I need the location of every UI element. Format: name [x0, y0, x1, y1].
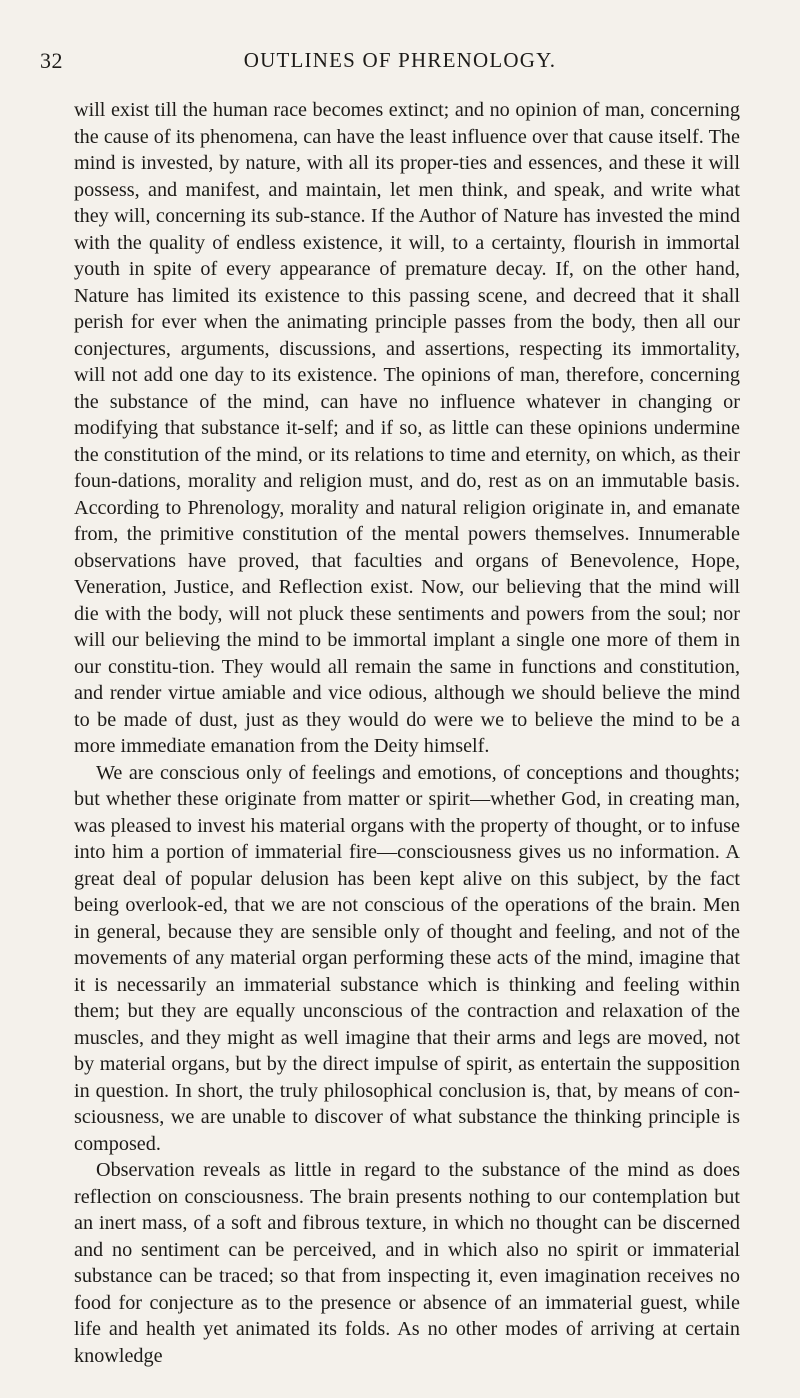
paragraph-2: We are conscious only of feelings and emotions, of conceptions and thoughts; but whether these originate from matter or spirit—whether God, in creating man, was pleased to invest his material organs with the property of thought, or to infuse into him a portion of immaterial fire—consciousness gives us no information. A great deal of popular delusion has been kept alive on this subject, by the fact being overlook-ed, that we are not conscious of the operations of the brain. Men in general, because they are sensible only of thought and feeling, and not of the movements of any material organ performing these acts of the mind, imagine that it is necessarily an immaterial substance which is thinking and feeling within them; but they are equally unconscious of the contraction and relaxation of the muscles, and they might as well imagine that their arms and legs are moved, not by material organs, but by the direct impulse of spirit, as entertain the supposition in question. In short, the truly philosophical conclusion is, that, by means of con-sciousness, we are unable to discover of what substance the thinking principle is composed.	[74, 761, 740, 1155]
body-text	[74, 97, 740, 1369]
page-number: 32	[40, 48, 63, 73]
page-header	[40, 48, 760, 80]
paragraph-3: Observation reveals as little in regard to the substance of the mind as does reflection on consciousness. The brain presents nothing to our contemplation but an inert mass, of a soft and fibrous texture, in which no thought can be discerned and no sentiment can be perceived, and in which also no spirit or immaterial substance can be traced; so that from inspecting it, even imagination receives no food for conjecture as to the presence or absence of an immaterial guest, while life and health yet animated its folds. As no other modes of arriving at certain knowledge	[74, 1159, 740, 1367]
running-title: OUTLINES OF PHRENOLOGY.	[243, 48, 557, 72]
paragraph-1: will exist till the human race becomes extinct; and no opinion of man, concerning the cause of its phenomena, can have the least influence over that cause itself. The mind is invested, by nature, with all its proper-ties and essences, and these it will possess, and manifest, and maintain, let men think, and speak, and write what they will, concerning its sub-stance. If the Author of Nature has invested the mind with the quality of endless existence, it will, to a certainty, flourish in immortal youth in spite of every appearance of premature decay. If, on the other hand, Nature has limited its existence to this passing scene, and decreed that it shall perish for ever when the animating principle passes from the body, then all our conjectures, arguments, discussions, and assertions, respecting its immortality, will not add one day to its existence. The opinions of man, therefore, concerning the substance of the mind, can have no influence whatever in changing or modifying that substance it-self; and if so, as little can these opinions undermine the constitution of the mind, or its relations to time and eternity, on which, as their foun-dations, morality and religion must, and do, rest as on an immutable basis. According to Phrenology, morality and natural religion originate in, and emanate from, the primitive constitution of the mental powers themselves. Innumerable observations have proved, that faculties and organs of Benevolence, Hope, Veneration, Justice, and Reflection exist. Now, our believing that the mind will die with the body, will not pluck these sentiments and powers from the soul; nor will our believing the mind to be immortal implant a single one more of them in our constitu-tion. They would all remain the same in functions and constitution, and render virtue amiable and vice odious, although we should believe the mind to be made of dust, just as they would do were we to believe the mind to be a more immediate emanation from the Deity himself.	[74, 99, 740, 757]
